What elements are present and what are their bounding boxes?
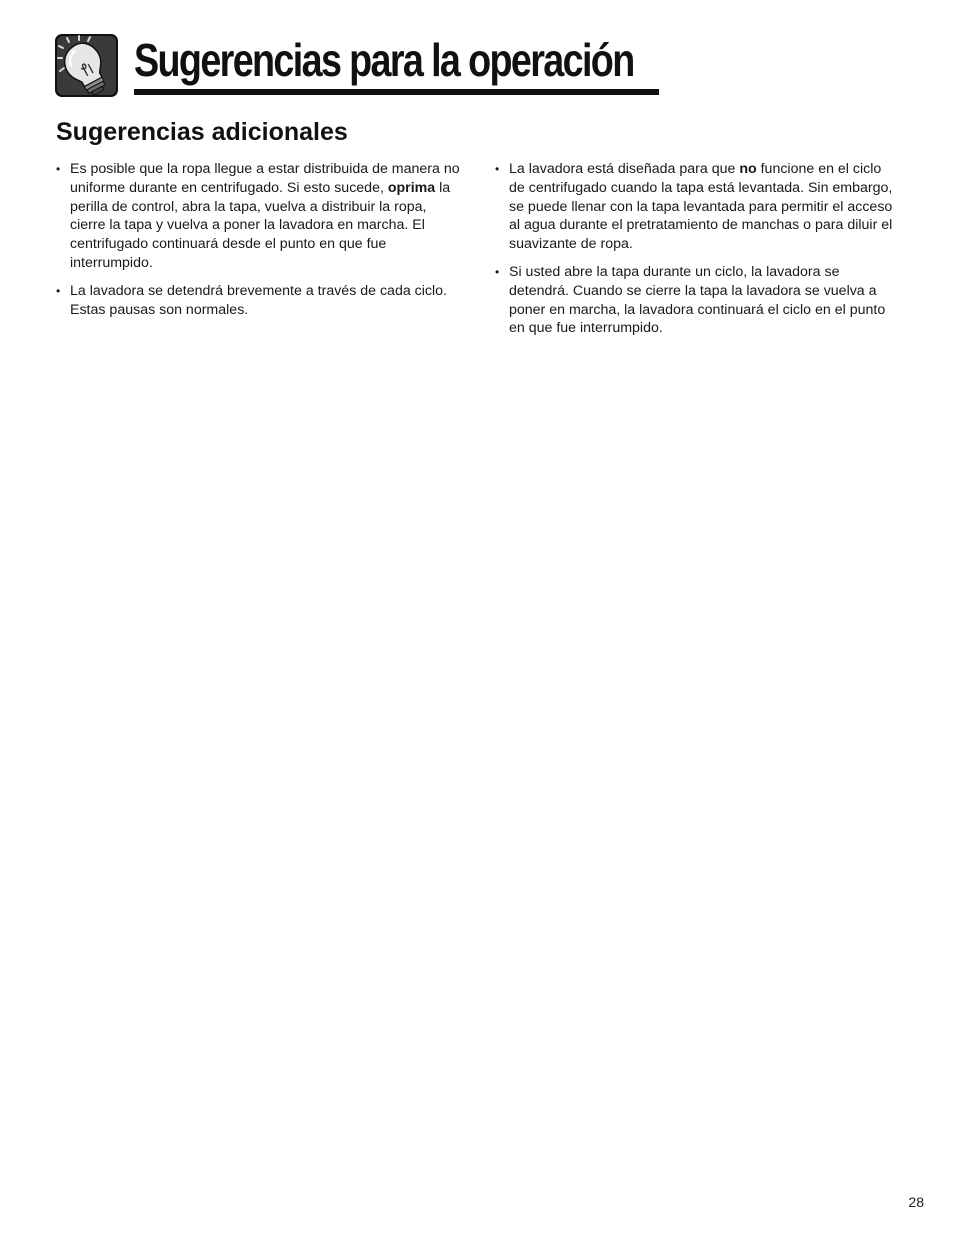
- list-item: [56, 282, 461, 320]
- page-header: [55, 32, 675, 98]
- section-heading: Sugerencias adicionales: [56, 118, 348, 146]
- item-text: la perilla de control, abra la tapa, vuelva a distribuir la ropa, cierre la tapa y vuelva a poner la lavadora en marcha. El centrifugado continuará desde el punto en que fue interrumpido.: [70, 179, 451, 271]
- item-emphasis: no: [739, 161, 757, 177]
- item-text: La lavadora está diseñada para que: [509, 161, 740, 177]
- item-text: La lavadora se detendrá brevemente a través de cada ciclo. Estas pausas son normales.: [70, 282, 447, 318]
- right-column-list: [495, 160, 900, 347]
- title-underline: [134, 89, 659, 95]
- list-item: [495, 160, 900, 254]
- item-text: funcione en el ciclo de centrifugado cuando la tapa está levantada. Sin embargo, se puede llenar con la tapa levantada para permitir el acceso al agua durante el pretratamiento de manchas o para diluir el suavizante de ropa.: [509, 161, 893, 253]
- item-text: Es posible que la ropa llegue a estar distribuida de manera no uniforme durante en centrifugado. Si esto sucede,: [70, 161, 460, 196]
- page-number: 28: [908, 1194, 924, 1210]
- list-item: [495, 263, 900, 338]
- list-item: [56, 160, 461, 273]
- item-emphasis: oprima: [387, 179, 436, 196]
- left-column-list: [56, 160, 461, 328]
- page-title: Sugerencias para la operación: [134, 34, 634, 86]
- item-text: Si usted abre la tapa durante un ciclo, la lavadora se detendrá. Cuando se cierre la tapa la lavadora se vuelva a poner en marcha, la lavadora continuará el ciclo en el punto en que fue interrumpido.: [509, 263, 886, 337]
- lightbulb-icon: [55, 34, 118, 97]
